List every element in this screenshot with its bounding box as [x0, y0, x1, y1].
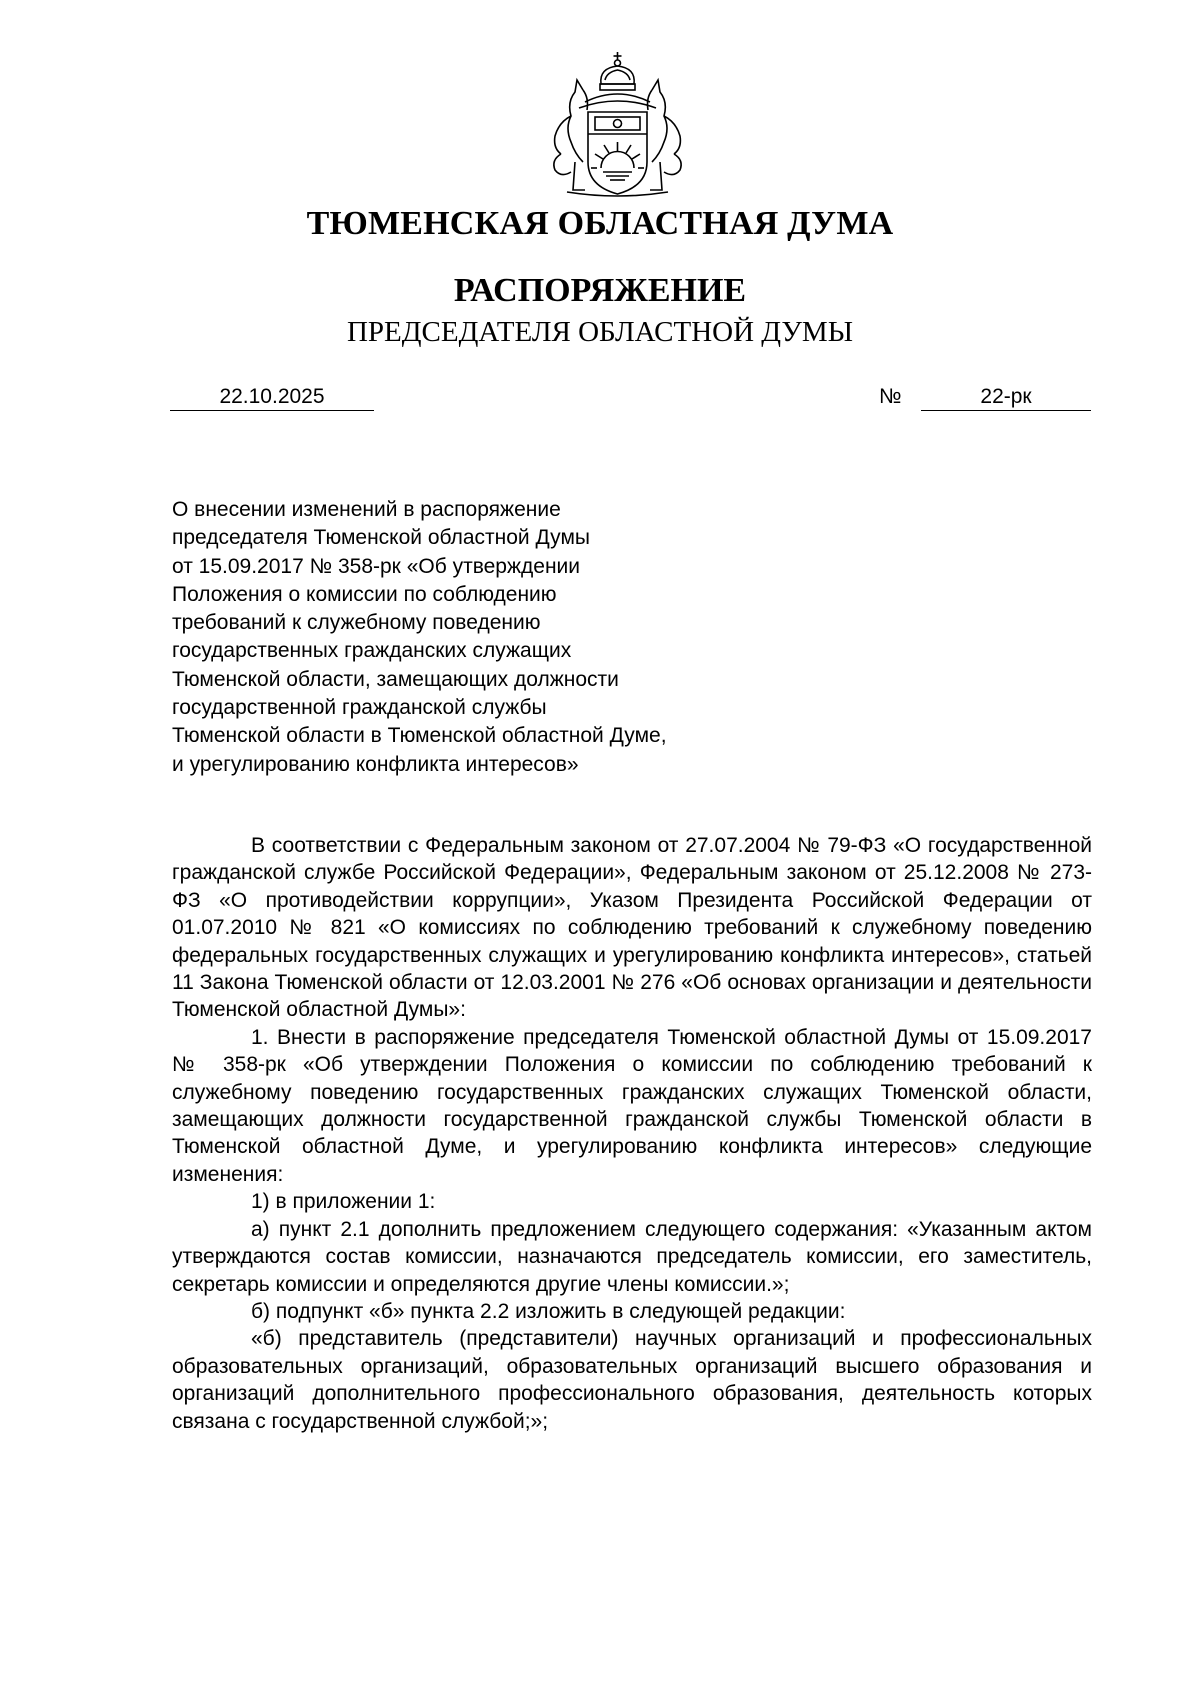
- document-date: 22.10.2025: [170, 384, 374, 411]
- subject-line: от 15.09.2017 № 358-рк «Об утверждении: [172, 554, 581, 578]
- body-paragraph-subitem-1: 1) в приложении 1:: [251, 1190, 436, 1214]
- subject-line: Тюменской области, замещающих должности: [172, 667, 619, 691]
- subject-line: Тюменской области в Тюменской областной Думе,: [172, 724, 667, 748]
- document-subtype-heading: ПРЕДСЕДАТЕЛЯ ОБЛАСТНОЙ ДУМЫ: [346, 316, 854, 348]
- subject-line: государственных гражданских служащих: [172, 639, 572, 663]
- subject-line: О внесении изменений в распоряжение: [172, 498, 561, 521]
- sun-icon: [591, 142, 644, 180]
- organization-title: ТЮМЕНСКАЯ ОБЛАСТНАЯ ДУМА: [306, 205, 894, 242]
- body-paragraph-subitem-a: а) пункт 2.1 дополнить предложением следующего содержания: «Указанным актом утверждаются состав комиссии, назначаются председатель комиссии, его заместитель, секретарь комиссии и определяются другие члены комиссии.»;: [172, 1217, 1092, 1296]
- subject-line: Положения о комиссии по соблюдению: [172, 582, 557, 606]
- shield-icon: [588, 112, 647, 194]
- left-fox-supporter-icon: [554, 80, 588, 190]
- crown-icon: [600, 52, 635, 90]
- document-number: 22-рк: [921, 384, 1091, 411]
- coat-of-arms-emblem: [545, 50, 690, 200]
- body-paragraph-quote-b: «б) представитель (представители) научных организаций и профессиональных образовательных организаций, образовательных организаций высшего образования и организаций дополнительного профессионального образования, деятельность которых связана с государственной службой;»;: [172, 1327, 1092, 1433]
- subject-line: и урегулированию конфликта интересов»: [172, 752, 579, 776]
- document-body: [172, 832, 1092, 1435]
- right-fox-supporter-icon: [648, 80, 682, 190]
- subject-line: государственной гражданской службы: [172, 696, 547, 720]
- body-paragraph-preamble: В соответствии с Федеральным законом от 27.07.2004 № 79-ФЗ «О государственной гражданской службе Российской Федерации», Федеральным законом от 25.12.2008 № 273-ФЗ «О противодействии коррупции», Указом Президента Российской Федерации от 01.07.2010 № 821 «О комиссиях по соблюдению требований к служебному поведению федеральных государственных служащих и урегулированию конфликта интересов», статьей 11 Закона Тюменской области от 12.03.2001 № 276 «Об основах организации и деятельности Тюменской областной Думы»:: [172, 834, 1092, 1022]
- subject-line: председателя Тюменской областной Думы: [172, 526, 590, 550]
- document-type-heading: РАСПОРЯЖЕНИЕ: [453, 272, 747, 309]
- subject-line: требований к служебному поведению: [172, 611, 541, 635]
- number-label: №: [879, 385, 902, 408]
- document-subject: [172, 496, 667, 779]
- body-paragraph-subitem-b: б) подпункт «б» пункта 2.2 изложить в следующей редакции:: [251, 1299, 846, 1323]
- body-paragraph-item-1: 1. Внести в распоряжение председателя Тюменской областной Думы от 15.09.2017 № 358-рк «Об утверждении Положения о комиссии по соблюдению требований к служебному поведению государственных гражданских служащих Тюменской области, замещающих должности государственной гражданской службы Тюменской области в Тюменской областной Думе, и урегулированию конфликта интересов» следующие изменения:: [172, 1025, 1092, 1186]
